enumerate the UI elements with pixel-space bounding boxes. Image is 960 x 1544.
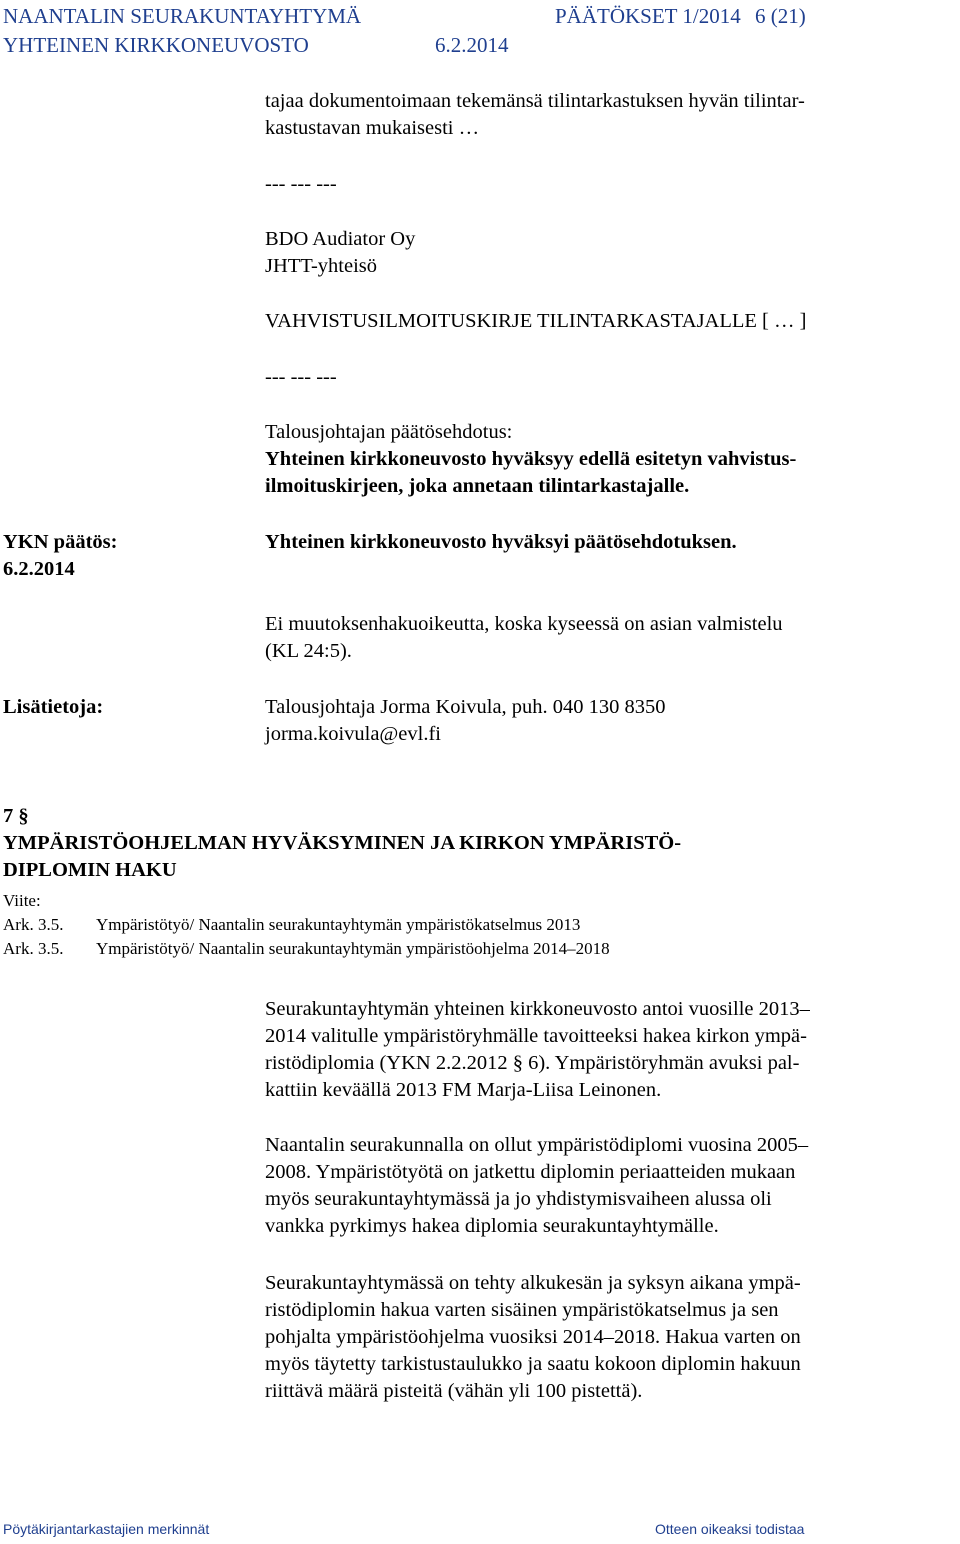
- intro-line: kastustavan mukaisesti …: [265, 117, 480, 139]
- meeting-date: 6.2.2014: [435, 33, 509, 57]
- appeal-text: Ei muutoksenhakuoikeutta, koska kyseessä on asian valmistelu: [265, 613, 783, 635]
- decision-label: YKN päätös:: [3, 531, 118, 553]
- paragraph-3: [265, 1270, 913, 1405]
- proposal-label: Talousjohtajan päätösehdotus:: [265, 421, 513, 443]
- info-label: Lisätietoja:: [3, 696, 104, 718]
- paragraph-line: 2014 valitulle ympäristöryhmälle tavoitteeksi hakea kirkon ympä-: [265, 1025, 807, 1047]
- footer-right: Otteen oikeaksi todistaa: [655, 1521, 805, 1537]
- paragraph-line: riittävä määrä pisteitä (vähän yli 100 pistettä).: [265, 1380, 643, 1402]
- section-heading: [3, 803, 903, 884]
- paragraph-line: 2008. Ympäristötyötä on jatkettu diplomin periaatteiden mukaan: [265, 1161, 796, 1183]
- community-type: JHTT-yhteisö: [265, 255, 377, 277]
- contact-email: jorma.koivula@evl.fi: [265, 723, 442, 745]
- council-name: YHTEINEN KIRKKONEUVOSTO: [3, 33, 309, 57]
- decision-date: 6.2.2014: [3, 558, 75, 580]
- references-block: [3, 889, 903, 961]
- reference-ark: Ark. 3.5.: [3, 915, 64, 934]
- section-title: DIPLOMIN HAKU: [3, 859, 177, 881]
- letter-title: VAHVISTUSILMOITUSKIRJE TILINTARKASTAJALLE [ … ]: [265, 310, 807, 332]
- section-title: YMPÄRISTÖOHJELMAN HYVÄKSYMINEN JA KIRKON YMPÄRISTÖ-: [3, 832, 682, 854]
- reference-text: Ympäristötyö/ Naantalin seurakuntayhtymän ympäristökatselmus 2013: [96, 915, 581, 934]
- paragraph-line: pohjalta ympäristöohjelma vuosiksi 2014–2018. Hakua varten on: [265, 1326, 801, 1348]
- organization-name: NAANTALIN SEURAKUNTAYHTYMÄ: [3, 4, 362, 28]
- reference-row: [3, 937, 903, 961]
- proposal-block: [265, 419, 913, 500]
- proposal-text: ilmoituskirjeen, joka annetaan tilintarkastajalle.: [265, 475, 690, 497]
- paragraph-line: myös seurakuntayhtymässä ja jo yhdistymisvaiheen alussa oli: [265, 1188, 772, 1210]
- reference-text: Ympäristötyö/ Naantalin seurakuntayhtymän ympäristöohjelma 2014–2018: [96, 939, 610, 958]
- paragraph-1: [265, 996, 913, 1104]
- paragraph-2: [265, 1132, 913, 1240]
- separator: --- --- ---: [265, 173, 337, 195]
- separator: --- --- ---: [265, 366, 337, 388]
- proposal-text: Yhteinen kirkkoneuvosto hyväksyy edellä esitetyn vahvistus-: [265, 448, 797, 470]
- intro-block: [265, 88, 913, 142]
- paragraph-line: kattiin keväällä 2013 FM Marja-Liisa Leinonen.: [265, 1079, 662, 1101]
- reference-label: Viite:: [3, 891, 41, 910]
- paragraph-line: vankka pyrkimys hakea diplomia seurakuntayhtymälle.: [265, 1215, 719, 1237]
- paragraph-line: Seurakuntayhtymässä on tehty alkukesän ja syksyn aikana ympä-: [265, 1272, 801, 1294]
- info-block: [265, 694, 913, 748]
- company-name: BDO Audiator Oy: [265, 228, 416, 250]
- page-number: 6 (21): [755, 4, 806, 28]
- paragraph-line: ristödiplomin hakua varten sisäinen ympäristökatselmus ja sen: [265, 1299, 779, 1321]
- decision-text: Yhteinen kirkkoneuvosto hyväksyi päätösehdotuksen.: [265, 531, 737, 553]
- reference-ark: Ark. 3.5.: [3, 939, 64, 958]
- page-header: [3, 4, 943, 62]
- contact-person: Talousjohtaja Jorma Koivula, puh. 040 130 8350: [265, 696, 666, 718]
- reference-row: [3, 913, 903, 937]
- paragraph-line: Seurakuntayhtymän yhteinen kirkkoneuvosto antoi vuosille 2013–: [265, 998, 810, 1020]
- appeal-block: [265, 611, 913, 665]
- company-block: [265, 226, 913, 280]
- decision-label-block: [3, 529, 203, 583]
- section-number: 7 §: [3, 805, 29, 827]
- document-title: PÄÄTÖKSET 1/2014: [555, 4, 741, 28]
- intro-line: tajaa dokumentoimaan tekemänsä tilintarkastuksen hyvän tilintar-: [265, 90, 805, 112]
- footer-left: Pöytäkirjantarkastajien merkinnät: [3, 1521, 210, 1537]
- appeal-text: (KL 24:5).: [265, 640, 352, 662]
- paragraph-line: Naantalin seurakunnalla on ollut ympäristödiplomi vuosina 2005–: [265, 1134, 809, 1156]
- paragraph-line: ristödiplomia (YKN 2.2.2012 § 6). Ympäristöryhmän avuksi pal-: [265, 1052, 800, 1074]
- paragraph-line: myös täytetty tarkistustaulukko ja saatu kokoon diplomin hakuun: [265, 1353, 801, 1375]
